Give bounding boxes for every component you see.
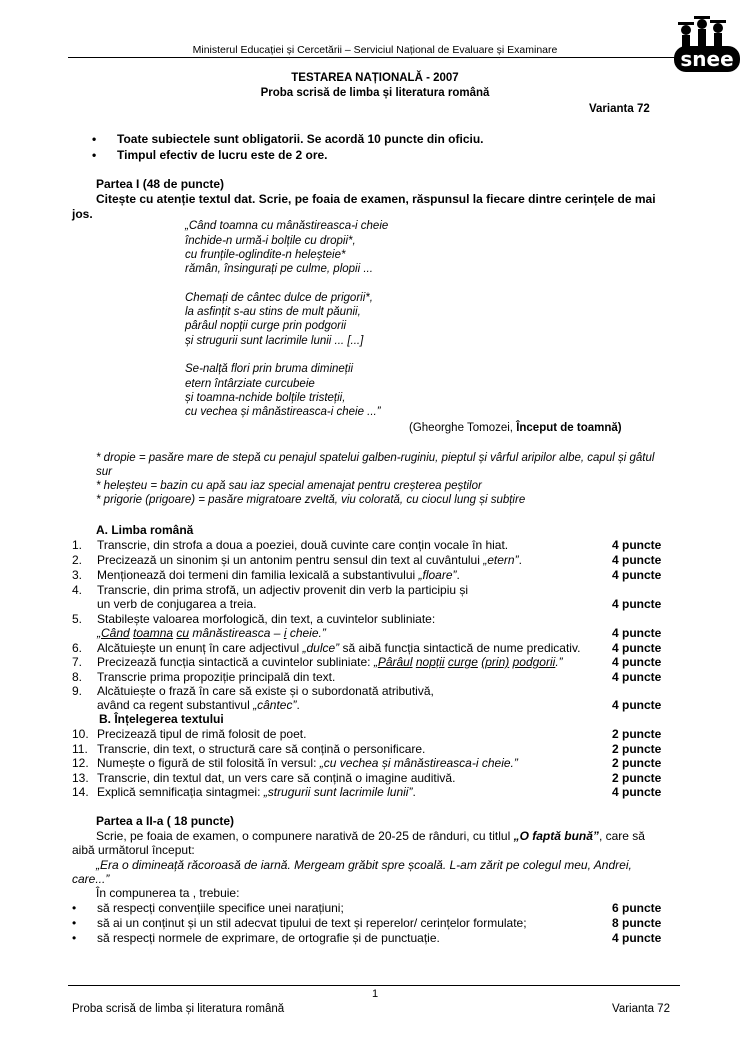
part2-quote-cont: care...” <box>72 872 110 886</box>
poem-line: etern întârziate curcubeie <box>185 378 315 390</box>
variant-label: Varianta 72 <box>589 103 650 115</box>
item-text: Transcrie, din strofa a doua a poeziei, două cuvinte care conțin vocale în hiat. <box>97 538 509 552</box>
snee-logo <box>664 12 742 74</box>
item-text: Alcătuiește un enunț în care adjectivul „dulce” să aibă funcția sintactică de nume predicativ. <box>97 641 581 655</box>
item-number: 10. <box>72 727 89 741</box>
header-institution: Ministerul Educației și Cercetării – Serviciul Național de Evaluare și Examinare <box>192 44 558 56</box>
poem-line: și toamna-nchide bolțile tristeții, <box>185 392 346 404</box>
footer-right: Varianta 72 <box>612 1003 670 1015</box>
footnote-helesteu: * heleșteu = bazin cu apă sau iaz special amenajat pentru creșterea peștilor <box>96 480 482 492</box>
footnote-dropie-cont: sur <box>96 466 112 478</box>
req-bullet: • <box>72 901 77 915</box>
item-text: Alcătuiește o frază în care să existe și o subordonată atributivă, <box>97 684 434 698</box>
poem-line: rămân, însingurați pe culme, plopii ... <box>185 263 373 275</box>
footer-divider <box>68 985 680 986</box>
item-text-cont: având ca regent substantivul „cântec”. <box>97 698 300 712</box>
item-points: 2 puncte <box>612 756 662 770</box>
item-number: 9. <box>72 684 83 698</box>
page-number: 1 <box>371 988 379 1000</box>
poem-line: Se-nalță flori prin bruma dimineții <box>185 363 354 375</box>
item-text: Transcrie, din textul dat, un vers care să conțină o imagine auditivă. <box>97 771 456 785</box>
item-points: 4 puncte <box>612 655 662 669</box>
part1-heading: Partea I (48 de puncte) <box>96 177 225 191</box>
item-points: 4 puncte <box>612 641 662 655</box>
rule-2: Timpul efectiv de lucru este de 2 ore. <box>117 148 328 162</box>
item-points: 2 puncte <box>612 771 662 785</box>
item-points: 4 puncte <box>612 626 662 640</box>
rule-bullet-1: • <box>92 132 97 146</box>
part1-instruction: Citește cu atenție textul dat. Scrie, pe foaia de examen, răspunsul la fiecare dintre cerințele de mai <box>96 192 656 206</box>
poem-line: cu frunțile-oglindite-n heleșteie* <box>185 249 346 261</box>
part1-instruction-cont: jos. <box>72 207 93 221</box>
poem-line: pârâul nopții curge prin podgorii <box>185 320 347 332</box>
footer-left: Proba scrisă de limba și literatura română <box>72 1003 285 1015</box>
rule-bullet-2: • <box>92 148 97 162</box>
part2-heading: Partea a II-a ( 18 puncte) <box>96 814 235 828</box>
section-a-heading: A. Limba română <box>96 523 194 537</box>
req-points: 8 puncte <box>612 916 662 930</box>
part2-instruction: Scrie, pe foaia de examen, o compunere narativă de 20-25 de rânduri, cu titlul „O faptă bună”, care să <box>96 829 645 843</box>
item-points: 4 puncte <box>612 538 662 552</box>
item-number: 13. <box>72 771 89 785</box>
req-text: să respecți convențiile specifice unei narațiuni; <box>97 901 344 915</box>
part2-quote: „Era o dimineață răcoroasă de iarnă. Mergeam grăbit spre școală. L-am zărit pe colegul meu, Andrei, <box>96 858 632 872</box>
item-text: Numește o figură de stil folosită în versul: „cu vechea și mânăstireasca-i cheie.” <box>97 756 518 770</box>
item-points: 2 puncte <box>612 742 662 756</box>
item-text: Transcrie, din prima strofă, un adjectiv provenit din verb la participiu și <box>97 583 469 597</box>
item-points: 4 puncte <box>612 785 662 799</box>
item-number: 3. <box>72 568 83 582</box>
poem-line: „Când toamna cu mânăstireasca-i cheie <box>185 220 389 232</box>
req-text: să ai un conținut și un stil adecvat tipului de text și reperelor/ cerințelor formulate; <box>97 916 527 930</box>
poem-line: închide-n urmă-i bolțile cu dropii*, <box>185 235 356 247</box>
poem-line: și strugurii sunt lacrimile lunii ... [...] <box>185 335 364 347</box>
part2-lead: În compunerea ta , trebuie: <box>96 886 240 900</box>
item-5-quote: „Când toamna cu mânăstireasca – i cheie.” <box>97 626 326 640</box>
poem-line: Chemați de cântec dulce de prigorii*, <box>185 292 373 304</box>
req-points: 6 puncte <box>612 901 662 915</box>
item-number: 4. <box>72 583 83 597</box>
item-text: Explică semnificația sintagmei: „strugurii sunt lacrimile lunii”. <box>97 785 416 799</box>
title-line-1: TESTAREA NAȚIONALĂ - 2007 <box>291 72 459 84</box>
item-points: 2 puncte <box>612 727 662 741</box>
item-number: 8. <box>72 670 83 684</box>
section-b-heading: B. Înțelegerea textului <box>99 712 224 726</box>
item-points: 4 puncte <box>612 698 662 712</box>
footnote-prigorie: * prigorie (prigoare) = pasăre migratoare zveltă, viu colorată, cu ciocul lung și subțire <box>96 494 526 506</box>
item-number: 14. <box>72 785 89 799</box>
item-points: 4 puncte <box>612 670 662 684</box>
item-text: Stabilește valoarea morfologică, din text, a cuvintelor subliniate: <box>97 612 436 626</box>
req-bullet: • <box>72 916 77 930</box>
item-number: 6. <box>72 641 83 655</box>
rule-1: Toate subiectele sunt obligatorii. Se acordă 10 puncte din oficiu. <box>117 132 484 146</box>
item-text: Menționează doi termeni din familia lexicală a substantivului „floare”. <box>97 568 460 582</box>
item-text: Transcrie prima propoziție principală din text. <box>97 670 336 684</box>
poem-line: la asfințit s-au stins de mult păunii, <box>185 306 361 318</box>
poem-line: cu vechea și mânăstireasca-i cheie ...” <box>185 406 381 418</box>
item-points: 4 puncte <box>612 597 662 611</box>
req-points: 4 puncte <box>612 931 662 945</box>
item-text: Precizează funcția sintactică a cuvintelor subliniate: „Pârâul nopții curge (prin) podgorii.” <box>97 655 563 669</box>
title-line-2: Proba scrisă de limba și literatura română <box>260 87 490 99</box>
svg-text:snee: snee <box>680 47 734 71</box>
footnote-dropie: * dropie = pasăre mare de stepă cu penajul spatelui galben-ruginiu, pieptul și vârful aripilor albe, capul și gâtul <box>96 452 655 464</box>
item-text: Transcrie, din text, o structură care să conțină o personificare. <box>97 742 426 756</box>
poem-source: (Gheorghe Tomozei, Început de toamnă) <box>409 422 622 434</box>
item-number: 12. <box>72 756 89 770</box>
item-text-cont: un verb de conjugarea a treia. <box>97 597 257 611</box>
item-points: 4 puncte <box>612 568 662 582</box>
item-text: Precizează tipul de rimă folosit de poet. <box>97 727 307 741</box>
req-bullet: • <box>72 931 77 945</box>
header-divider <box>68 57 680 58</box>
item-number: 7. <box>72 655 83 669</box>
item-number: 1. <box>72 538 83 552</box>
item-number: 2. <box>72 553 83 567</box>
item-number: 11. <box>72 742 88 756</box>
item-points: 4 puncte <box>612 553 662 567</box>
part2-instruction-cont: aibă următorul început: <box>72 843 195 857</box>
item-number: 5. <box>72 612 83 626</box>
req-text: să respecți normele de exprimare, de ortografie și de punctuație. <box>97 931 440 945</box>
item-text: Precizează un sinonim și un antonim pentru sensul din text al cuvântului „etern”. <box>97 553 522 567</box>
